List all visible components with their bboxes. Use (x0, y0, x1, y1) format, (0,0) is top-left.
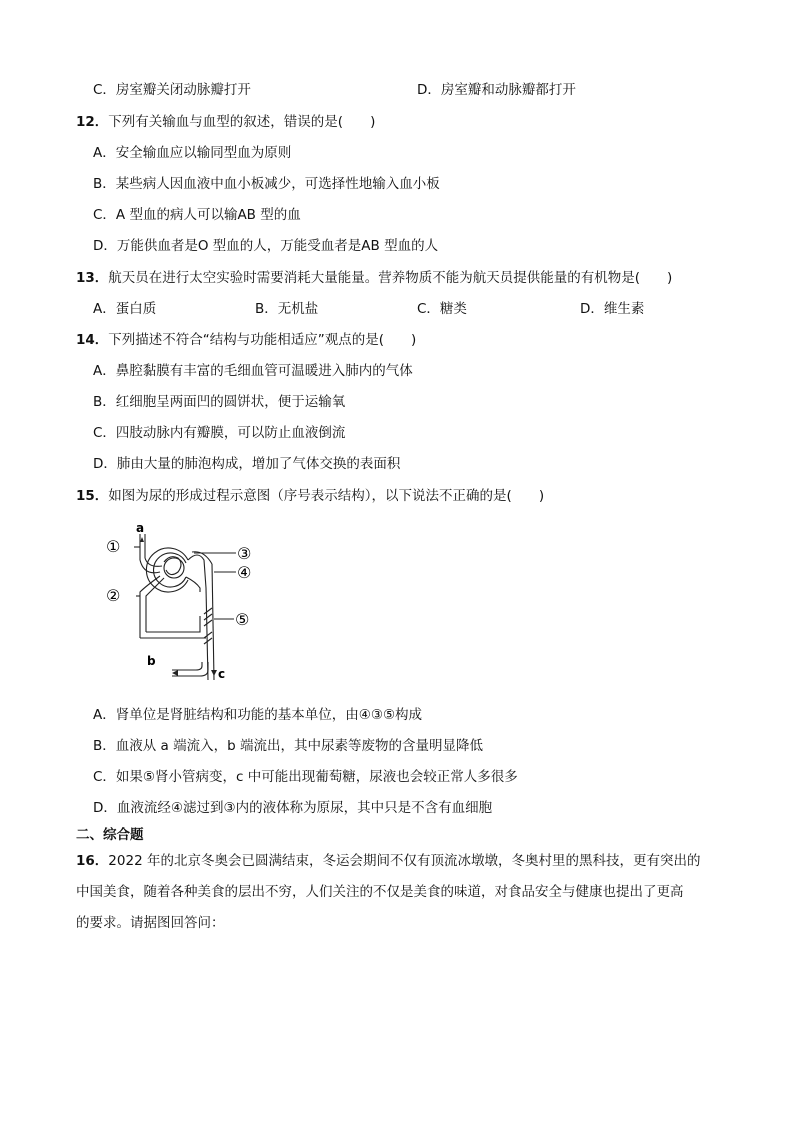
q13-options (0, 299, 794, 319)
q16-line-3: 的要求。请据图回答问： (76, 915, 225, 931)
label-b: b (147, 654, 156, 668)
label-1: ① (106, 537, 121, 556)
q12-option-b: B．某些病人因血液中血小板减少，可选择性地输入血小板 (93, 176, 440, 192)
q11-option-d: D．房室瓣和动脉瓣都打开 (417, 82, 576, 98)
q13-number: 13． (76, 270, 109, 286)
label-4: ④ (237, 563, 252, 582)
glomerulus (164, 558, 184, 578)
label-c: c (218, 667, 226, 681)
q13-option-d: D．维生素 (580, 301, 645, 317)
section-heading: 二、综合题 (76, 827, 144, 843)
q16-line-1 (76, 851, 700, 871)
urine-formation-diagram (100, 520, 270, 685)
q14-stem-text: 下列描述不符合“结构与功能相适应”观点的是( ) (108, 332, 417, 348)
bowman-capsule (146, 548, 188, 592)
q14-option-b: B．红细胞呈两面凹的圆饼状，便于运输氧 (93, 394, 346, 410)
q14-option-a: A．鼻腔黏膜有丰富的毛细血管可温暖进入肺内的气体 (93, 363, 413, 379)
q16-text-1: 2022 年的北京冬奥会已圆满结束，冬运会期间不仅有顶流冰墩墩，冬奥村里的黑科技，更有突出的 (108, 853, 701, 869)
q15-stem-text: 如图为尿的形成过程示意图（序号表示结构），以下说法不正确的是( ) (108, 488, 545, 504)
renal-tubule (188, 555, 206, 588)
q15-option-c: C．如果⑤肾小管病变，c 中可能出现葡萄糖，尿液也会较正常人多很多 (93, 769, 518, 785)
q15-option-b: B．血液从 a 端流入，b 端流出，其中尿素等废物的含量明显降低 (93, 738, 483, 754)
q16-number: 16． (76, 853, 109, 869)
q14-option-c: C．四肢动脉内有瓣膜，可以防止血液倒流 (93, 425, 346, 441)
label-2: ② (106, 586, 121, 605)
q14-number: 14． (76, 332, 109, 348)
q14-stem (76, 330, 416, 350)
q12-stem-text: 下列有关输血与血型的叙述，错误的是( ) (108, 114, 376, 130)
q12-option-c: C．A 型血的病人可以输AB 型的血 (93, 207, 301, 223)
q15-option-d: D．血液流经④滤过到③内的液体称为原尿，其中只是不含有血细胞 (93, 800, 493, 816)
q11-option-c: C．房室瓣关闭动脉瓣打开 (93, 82, 251, 98)
q12-number: 12． (76, 114, 109, 130)
q13-stem-text: 航天员在进行太空实验时需要消耗大量能量。营养物质不能为航天员提供能量的有机物是( ) (108, 270, 673, 286)
q12-option-a: A．安全输血应以输同型血为原则 (93, 145, 292, 161)
q15-option-a: A．肾单位是肾脏结构和功能的基本单位，由④③⑤构成 (93, 707, 423, 723)
q16-line-2: 中国美食，随着各种美食的层出不穷，人们关注的不仅是美食的味道，对食品安全与健康也提出了更高 (76, 884, 684, 900)
q13-option-a: A．蛋白质 (93, 301, 157, 317)
q13-option-c: C．糖类 (417, 301, 467, 317)
q15-number: 15． (76, 488, 109, 504)
label-3: ③ (237, 544, 252, 563)
label-a: a (136, 521, 145, 535)
label-5: ⑤ (235, 610, 250, 629)
q14-option-d: D．肺由大量的肺泡构成，增加了气体交换的表面积 (93, 456, 401, 472)
q13-option-b: B．无机盐 (255, 301, 319, 317)
q15-stem (76, 486, 544, 506)
q12-option-d: D．万能供血者是O 型血的人，万能受血者是AB 型血的人 (93, 238, 439, 254)
q13-stem (76, 268, 672, 288)
q12-stem (76, 112, 375, 132)
